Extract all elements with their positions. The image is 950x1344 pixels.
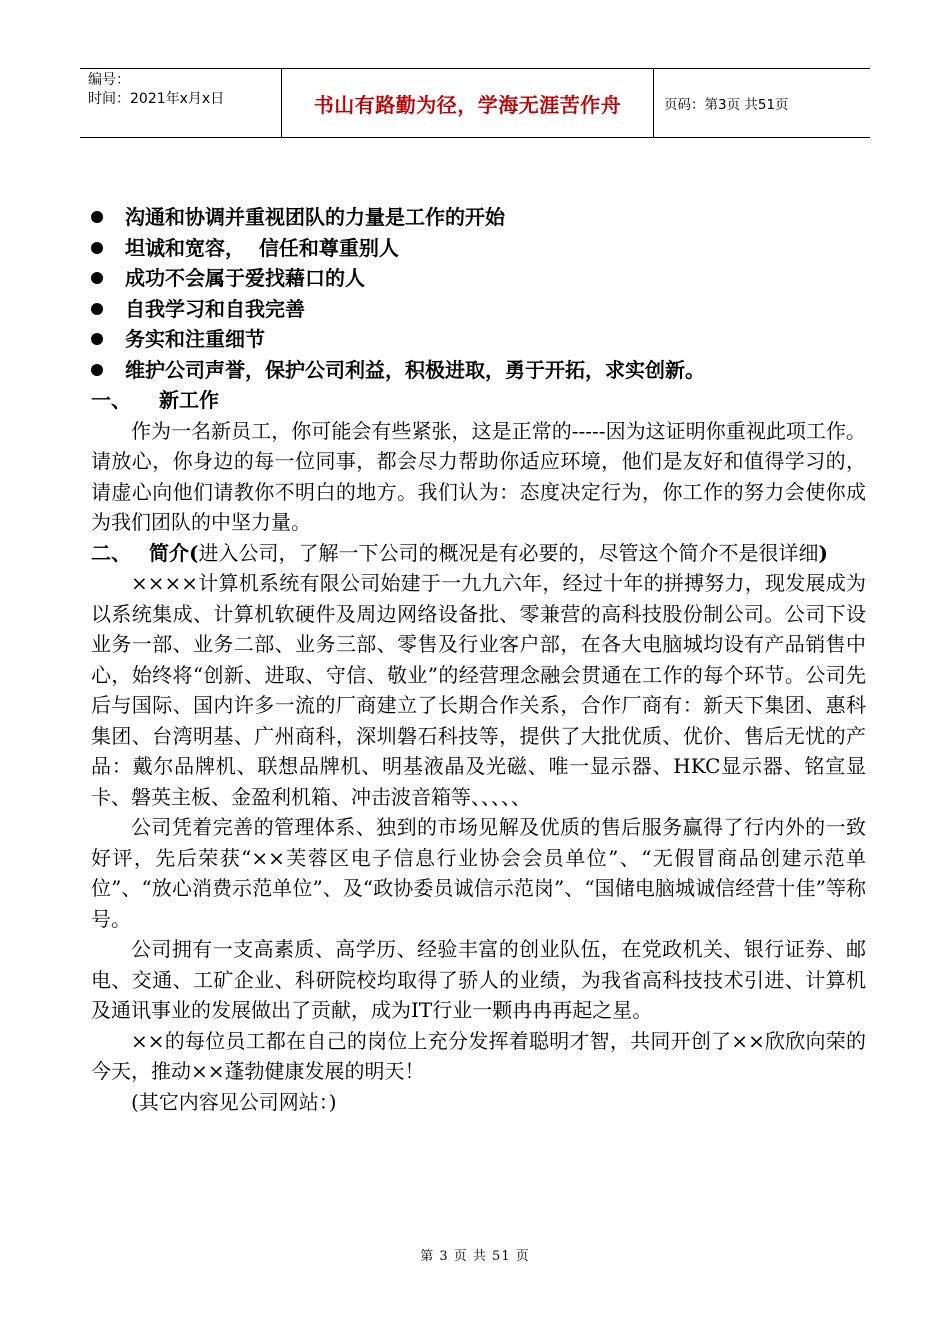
section-number: 一、 — [91, 388, 131, 412]
bullet-text: 成功不会属于爱找藉口的人 — [125, 266, 365, 290]
bullet-dot-icon — [91, 364, 103, 376]
header-motto: 书山有路勤为径，学海无涯苦作舟 — [282, 69, 654, 137]
bullet-item — [91, 324, 866, 355]
section-heading-new-work — [91, 385, 866, 416]
bullet-dot-icon — [91, 303, 103, 315]
document-number-label: 编号： — [88, 72, 130, 88]
document-time-label: 时间：2021年x月x日 — [88, 91, 225, 107]
bullet-dot-icon — [91, 211, 103, 223]
paragraph: ××的每位员工都在自己的岗位上充分发挥着聪明才智，共同开创了××欣欣向荣的今天，推动××蓬勃健康发展的明天！ — [91, 1028, 866, 1083]
bullet-text: 维护公司声誉，保护公司利益，积极进取，勇于开拓，求实创新。 — [125, 357, 705, 382]
bullet-text: 自我学习和自我完善 — [125, 296, 305, 321]
paragraph: (其它内容见公司网站：) — [131, 1089, 337, 1114]
paragraph: ××××计算机系统有限公司始建于一九九六年，经过十年的拼搏努力，现发展成为以系统集成、计算机软硬件及周边网络设备批、零兼营的高科技股份制公司。公司下设业务一部、业务二部、业务三部、零售及行业客户部，在各大电脑城均设有产品销售中心，始终将“创新、进取、守信、敬业”的经营理念融会贯通在工作的每个环节。公司先后与国际、国内许多一流的厂商建立了长期合作关系，合作厂商有：新天下集团、惠科集团、台湾明基、广州商科，深圳磐石科技等，提供了大批优质、优价、售后无忧的产品：戴尔品牌机、联想品牌机、明基液晶及光磁、唯一显示器、HKC显示器、铭宣显卡、磐英主板、金盈利机箱、冲击波音箱等、、、、、 — [91, 571, 866, 809]
header-page-info: 页码：第3页 共51页 — [664, 97, 789, 113]
paragraph: 公司拥有一支高素质、高学历、经验丰富的创业队伍，在党政机关、银行证券、邮电、交通、工矿企业、科研院校均取得了骄人的业绩，为我省高科技技术引进、计算机及通讯事业的发展做出了贡献，成为IT行业一颗冉冉再起之星。 — [91, 937, 866, 1022]
page-footer: 第 3 页 共 51 页 — [420, 1249, 530, 1264]
paragraph: 公司凭着完善的管理体系、独到的市场见解及优质的售后服务赢得了行内外的一致好评，先后荣获“××芙蓉区电子信息行业协会会员单位”、“无假冒商品创建示范单位”、“放心消费示范单位”、及“政协委员诚信示范岗”、“国储电脑城诚信经营十佳”等称号。 — [91, 815, 866, 931]
header-meta — [80, 69, 282, 137]
bullet-dot-icon — [91, 333, 103, 345]
bullet-text: 坦诚和宽容， 信任和尊重别人 — [125, 235, 399, 260]
bullet-item — [91, 233, 866, 264]
page-header — [80, 68, 870, 138]
bullet-text: 沟通和协调并重视团队的力量是工作的开始 — [125, 205, 505, 229]
bullet-item — [91, 355, 866, 386]
bullet-item — [91, 294, 866, 325]
section-number: 二、 — [91, 540, 131, 565]
bullet-dot-icon — [91, 242, 103, 254]
paragraph: 作为一名新员工，你可能会有些紧张，这是正常的-----因为这证明你重视此项工作。请放心，你身边的每一位同事，都会尽力帮助你适应环境，他们是友好和值得学习的，请虚心向他们请教你不明白的地方。我们认为：态度决定行为，你工作的努力会使你成为我们团队的中坚力量。 — [91, 418, 866, 534]
section-title-close: ) — [818, 540, 828, 565]
section-title: 简介( — [149, 540, 199, 565]
section-title-note: 进入公司，了解一下公司的概况是有必要的，尽管这个简介不是很详细 — [198, 540, 819, 565]
bullet-item — [91, 263, 866, 294]
section-title: 新工作 — [159, 388, 219, 412]
bullet-text: 务实和注重细节 — [125, 327, 265, 351]
document-body — [91, 202, 866, 1117]
bullet-dot-icon — [91, 272, 103, 284]
section-heading-introduction — [91, 538, 866, 569]
bullet-item — [91, 202, 866, 233]
